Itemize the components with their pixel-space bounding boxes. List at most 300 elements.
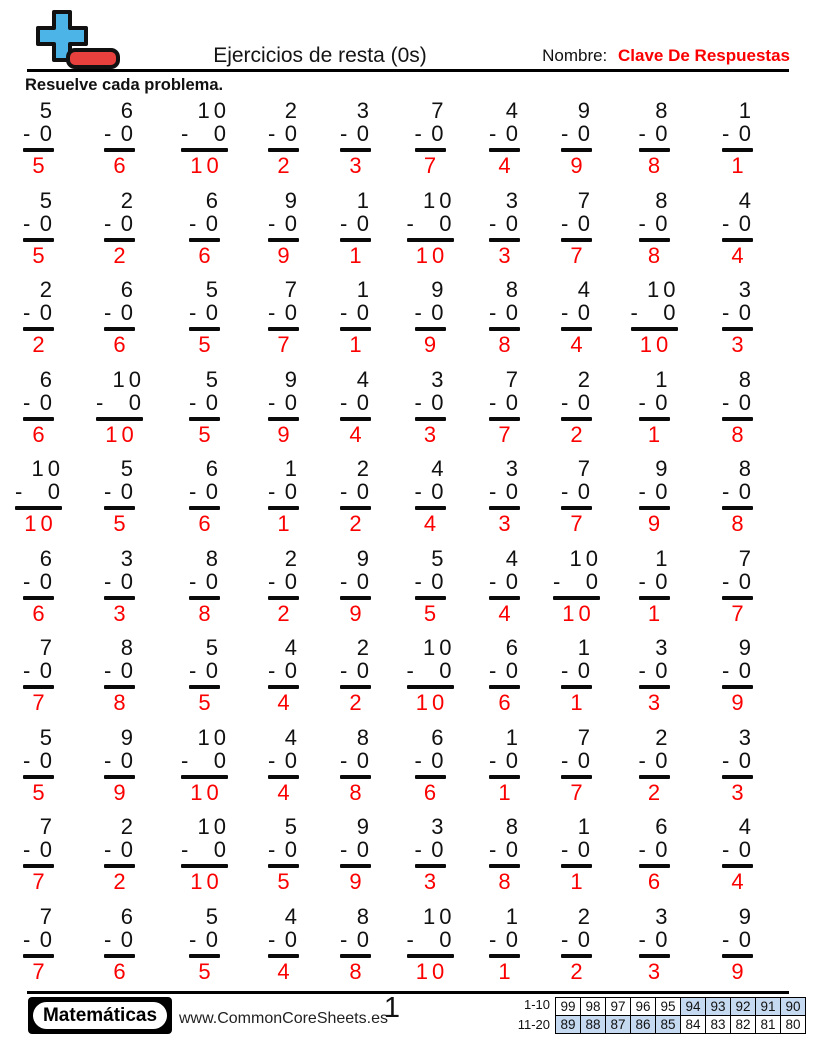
answer-line (268, 596, 299, 600)
problem (407, 636, 454, 726)
problem (561, 457, 592, 547)
answer: 5 (423, 600, 441, 626)
answer: 8 (349, 779, 366, 805)
problem (489, 815, 520, 905)
minuend: 5 (205, 903, 222, 929)
answer-line (489, 596, 520, 600)
minus-sign: - (268, 210, 276, 236)
subtrahend: 0 (356, 300, 369, 325)
subtrahend: 0 (356, 837, 369, 862)
answer: 10 (415, 690, 449, 715)
subtrahend: 0 (655, 568, 668, 594)
problem (181, 726, 228, 816)
subtrahend-row (639, 212, 670, 235)
answer: 1 (349, 332, 366, 357)
subtrahend: 0 (284, 568, 297, 594)
subtrahend: 0 (39, 658, 52, 683)
answer-line (407, 238, 454, 242)
subtrahend: 0 (356, 568, 369, 594)
subtrahend-row (104, 749, 135, 772)
subject-badge (28, 997, 172, 1034)
minus-sign: - (638, 389, 646, 415)
minus-sign: - (561, 837, 569, 862)
answer: 7 (423, 153, 441, 178)
minus-sign: - (638, 210, 646, 236)
problem (722, 189, 753, 279)
minuend: 9 (738, 903, 755, 929)
answer-line (561, 148, 592, 152)
problem (415, 457, 446, 547)
problem (268, 547, 299, 637)
answer-line (722, 417, 753, 421)
subtrahend: 0 (655, 837, 668, 862)
answer-line (561, 417, 592, 421)
answer-line (268, 685, 299, 689)
score-cell: 84 (681, 1015, 706, 1033)
problem (23, 815, 54, 905)
problem (340, 99, 371, 189)
subtrahend: 0 (39, 926, 52, 952)
minuend: 10 (569, 545, 602, 571)
subtrahend: 0 (284, 479, 297, 504)
minus-sign: - (104, 121, 112, 146)
subtrahend-row (415, 570, 446, 593)
subtrahend-row (268, 122, 299, 145)
minus-sign: - (630, 300, 638, 325)
minus-sign: - (340, 479, 348, 504)
minuend: 9 (356, 814, 373, 839)
answer: 10 (190, 869, 223, 894)
minuend: 6 (120, 277, 137, 302)
answer-line (181, 148, 228, 152)
answer-line (181, 775, 228, 779)
answer: 8 (198, 600, 215, 626)
answer: 4 (570, 332, 587, 357)
minus-sign: - (268, 926, 276, 952)
answer-line (561, 864, 592, 868)
answer-line (415, 775, 446, 779)
minus-sign: - (489, 389, 497, 415)
minus-sign: - (181, 121, 189, 146)
minus-sign: - (181, 747, 189, 773)
subtrahend: 0 (738, 389, 751, 415)
answer-line (639, 596, 670, 600)
subtrahend-row (407, 659, 454, 682)
problem (96, 368, 143, 458)
subtrahend-row (722, 659, 753, 682)
answer: 10 (639, 332, 673, 357)
answer-line (340, 506, 371, 510)
minus-sign: - (23, 568, 31, 594)
subtrahend: 0 (505, 837, 518, 862)
answer: 10 (24, 511, 57, 536)
answer: 1 (570, 869, 587, 894)
answer-line (561, 327, 592, 331)
subtrahend-row (561, 480, 592, 503)
answer: 2 (277, 153, 294, 178)
answer: 7 (277, 332, 294, 357)
subtrahend-row (189, 212, 220, 235)
subtrahend-row (631, 301, 678, 324)
problem (639, 547, 670, 637)
subtrahend: 0 (284, 747, 297, 773)
problem (489, 368, 520, 458)
subtrahend-row (268, 301, 299, 324)
problem (181, 815, 228, 905)
answer-line (268, 506, 299, 510)
answer: 4 (498, 600, 515, 626)
minuend: 9 (577, 98, 594, 123)
answer: 8 (647, 153, 665, 178)
problem (104, 99, 135, 189)
answer: 9 (731, 690, 748, 715)
minuend: 6 (505, 635, 522, 660)
subtrahend: 0 (738, 479, 751, 504)
subtrahend: 0 (505, 389, 518, 415)
subtrahend-row (340, 838, 371, 861)
minuend: 6 (39, 545, 56, 571)
answer: 5 (32, 242, 49, 268)
minus-sign: - (638, 479, 646, 504)
answer: 6 (198, 242, 215, 268)
minus-sign: - (722, 747, 730, 773)
subtrahend-row (415, 838, 446, 861)
answer: 4 (731, 242, 748, 268)
answer-line (189, 417, 220, 421)
answer-line (23, 685, 54, 689)
answer: 1 (731, 153, 748, 178)
subtrahend: 0 (284, 210, 297, 236)
subtrahend: 0 (577, 747, 590, 773)
minus-sign: - (104, 300, 112, 325)
answer: 5 (32, 153, 49, 178)
answer-line (489, 506, 520, 510)
minuend: 3 (505, 187, 522, 213)
answer: 9 (647, 511, 665, 536)
answer: 5 (198, 958, 215, 984)
subtrahend: 0 (738, 747, 751, 773)
answer-line (181, 864, 228, 868)
problem (722, 368, 753, 458)
answer-line (340, 954, 371, 958)
answer: 6 (498, 690, 515, 715)
minus-sign: - (23, 658, 31, 683)
problem (639, 636, 670, 726)
score-cell: 86 (631, 1015, 656, 1033)
answer-line (340, 238, 371, 242)
subtrahend: 0 (655, 926, 668, 952)
subtrahend-row (189, 301, 220, 324)
answer-line (489, 954, 520, 958)
answer: 7 (32, 958, 49, 984)
problem (23, 99, 54, 189)
problem (15, 457, 62, 547)
subtrahend-row (722, 212, 753, 235)
score-cell: 93 (706, 997, 731, 1015)
subtrahend: 0 (505, 210, 518, 236)
minuend: 2 (356, 635, 373, 660)
subtrahend-row (415, 749, 446, 772)
answer: 9 (349, 600, 366, 626)
problem (407, 189, 454, 279)
answer-line (104, 327, 135, 331)
minuend: 9 (284, 187, 301, 213)
minus-sign: - (340, 837, 348, 862)
minus-sign: - (181, 837, 189, 862)
minuend: 3 (120, 545, 137, 571)
subtrahend: 0 (655, 121, 668, 146)
subtrahend: 0 (120, 837, 133, 862)
answer: 9 (349, 869, 366, 894)
problem (104, 457, 135, 547)
answer-line (561, 238, 592, 242)
minuend: 9 (120, 724, 137, 750)
answer-line (415, 864, 446, 868)
minuend: 6 (120, 98, 137, 123)
score-cell: 81 (756, 1015, 781, 1033)
minus-sign: - (340, 747, 348, 773)
answer-line (489, 685, 520, 689)
answer-line (340, 685, 371, 689)
answer-line (722, 775, 753, 779)
minuend: 6 (655, 814, 672, 839)
score-row-label: 1-10 (523, 997, 550, 1012)
problem (639, 815, 670, 905)
minus-sign: - (414, 121, 422, 146)
problem (561, 189, 592, 279)
answer-line (268, 417, 299, 421)
answer: 9 (570, 153, 587, 178)
subtrahend: 0 (505, 926, 518, 952)
minus-sign: - (722, 210, 730, 236)
minuend: 5 (39, 98, 56, 123)
minuend: 7 (39, 903, 56, 929)
minus-sign: - (561, 658, 569, 683)
minuend: 7 (577, 187, 594, 213)
minus-sign: - (104, 568, 112, 594)
subtrahend: 0 (205, 479, 218, 504)
subtrahend: 0 (505, 658, 518, 683)
subtrahend-row (268, 749, 299, 772)
minus-sign: - (23, 121, 31, 146)
minus-sign: - (414, 568, 422, 594)
problem (639, 99, 670, 189)
minus-sign: - (189, 300, 197, 325)
minus-sign: - (414, 479, 422, 504)
subtrahend: 0 (205, 926, 218, 952)
answer-line (561, 775, 592, 779)
minuend: 2 (120, 814, 137, 839)
subtrahend: 0 (284, 837, 297, 862)
minuend: 3 (431, 814, 448, 839)
minus-sign: - (189, 658, 197, 683)
subtrahend: 0 (213, 747, 226, 773)
answer-line (489, 238, 520, 242)
minuend: 1 (356, 187, 373, 213)
subtrahend: 0 (577, 837, 590, 862)
answer: 10 (190, 153, 223, 178)
minuend: 7 (431, 98, 448, 123)
minuend: 1 (505, 724, 522, 750)
answer: 8 (113, 690, 130, 715)
subtrahend-row (489, 122, 520, 145)
subtrahend-row (489, 480, 520, 503)
minuend: 7 (577, 724, 594, 750)
score-cell: 82 (731, 1015, 756, 1033)
subtrahend-row (722, 301, 753, 324)
answer: 4 (731, 869, 748, 894)
minuend: 9 (356, 545, 373, 571)
subtrahend-row (561, 928, 592, 951)
problem (23, 547, 54, 637)
minuend: 1 (577, 635, 594, 660)
problem (104, 905, 135, 995)
minus-sign: - (489, 121, 497, 146)
answer-line (104, 775, 135, 779)
subtrahend-row (104, 838, 135, 861)
problem (104, 726, 135, 816)
subtrahend: 0 (663, 300, 676, 325)
subtrahend: 0 (577, 926, 590, 952)
problem (639, 368, 670, 458)
minus-sign: - (489, 210, 497, 236)
minuend: 4 (431, 456, 448, 481)
subtrahend: 0 (431, 837, 444, 862)
problem (415, 278, 446, 368)
minus-sign: - (489, 658, 497, 683)
minuend: 6 (431, 724, 448, 750)
answer: 1 (647, 421, 665, 447)
subtrahend-row (489, 391, 520, 414)
minuend: 2 (284, 98, 301, 123)
subtrahend: 0 (655, 389, 668, 415)
answer: 1 (647, 600, 665, 626)
answer-line (722, 596, 753, 600)
minus-sign: - (340, 121, 348, 146)
subtrahend-row (489, 301, 520, 324)
minuend: 10 (197, 724, 230, 750)
subtrahend-row (489, 212, 520, 235)
subtrahend: 0 (439, 210, 452, 236)
minuend: 8 (120, 635, 137, 660)
subtrahend-row (561, 659, 592, 682)
answer-line (722, 506, 753, 510)
answer: 1 (570, 690, 587, 715)
problem (340, 547, 371, 637)
answer: 10 (415, 242, 449, 268)
problem (722, 547, 753, 637)
subtrahend-row (23, 570, 54, 593)
answer-line (722, 954, 753, 958)
answer: 5 (277, 869, 294, 894)
minus-sign: - (268, 300, 276, 325)
problem (23, 189, 54, 279)
minus-sign: - (104, 210, 112, 236)
score-cell: 98 (581, 997, 606, 1015)
minuend: 4 (505, 545, 522, 571)
answer: 6 (113, 332, 130, 357)
minuend: 5 (431, 545, 448, 571)
answer: 5 (32, 779, 49, 805)
minus-sign: - (189, 389, 197, 415)
subtrahend-row (23, 212, 54, 235)
minuend: 7 (284, 277, 301, 302)
problem (189, 278, 220, 368)
subtrahend: 0 (205, 568, 218, 594)
minuend: 7 (577, 456, 594, 481)
minuend: 6 (205, 187, 222, 213)
minus-sign: - (340, 210, 348, 236)
answer-line (340, 596, 371, 600)
minuend: 3 (505, 456, 522, 481)
problem (722, 278, 753, 368)
minuend: 5 (205, 277, 222, 302)
subtrahend: 0 (284, 389, 297, 415)
minuend: 2 (356, 456, 373, 481)
problem (268, 726, 299, 816)
answer-line (189, 506, 220, 510)
subtrahend-row (268, 480, 299, 503)
subtrahend: 0 (39, 210, 52, 236)
answer: 3 (498, 242, 515, 268)
subtrahend-row (340, 122, 371, 145)
minus-sign: - (23, 747, 31, 773)
answer: 7 (731, 600, 748, 626)
answer-line (639, 954, 670, 958)
minus-sign: - (268, 837, 276, 862)
score-cell: 83 (706, 1015, 731, 1033)
subtrahend: 0 (356, 479, 369, 504)
subtrahend-row (553, 570, 600, 593)
score-cell: 88 (581, 1015, 606, 1033)
page-number: 1 (383, 992, 401, 1024)
answer: 3 (647, 958, 665, 984)
answer-line (23, 954, 54, 958)
answer-line (340, 417, 371, 421)
answer-line (415, 327, 446, 331)
answer: 4 (277, 779, 294, 805)
minus-sign: - (553, 568, 561, 594)
problem (340, 905, 371, 995)
answer-line (23, 148, 54, 152)
answer-line (268, 327, 299, 331)
answer-line (415, 506, 446, 510)
problem (561, 368, 592, 458)
answer-line (639, 148, 670, 152)
minuend: 4 (738, 187, 755, 213)
minus-sign: - (722, 568, 730, 594)
subtrahend: 0 (577, 389, 590, 415)
minuend: 6 (120, 903, 137, 929)
answer: 4 (277, 958, 294, 984)
minuend: 10 (423, 903, 456, 929)
subtrahend-row (340, 480, 371, 503)
answer-line (189, 238, 220, 242)
answer: 8 (731, 511, 748, 536)
answer: 2 (349, 690, 366, 715)
minus-sign: - (340, 926, 348, 952)
minuend: 1 (356, 277, 373, 302)
answer-line (415, 417, 446, 421)
subtrahend: 0 (505, 747, 518, 773)
answer-line (489, 327, 520, 331)
minus-sign: - (722, 389, 730, 415)
answer-key-label: Clave De Respuestas (618, 46, 790, 65)
problem (639, 189, 670, 279)
minus-sign: - (638, 837, 646, 862)
score-cell: 97 (606, 997, 631, 1015)
subtrahend-row (189, 391, 220, 414)
